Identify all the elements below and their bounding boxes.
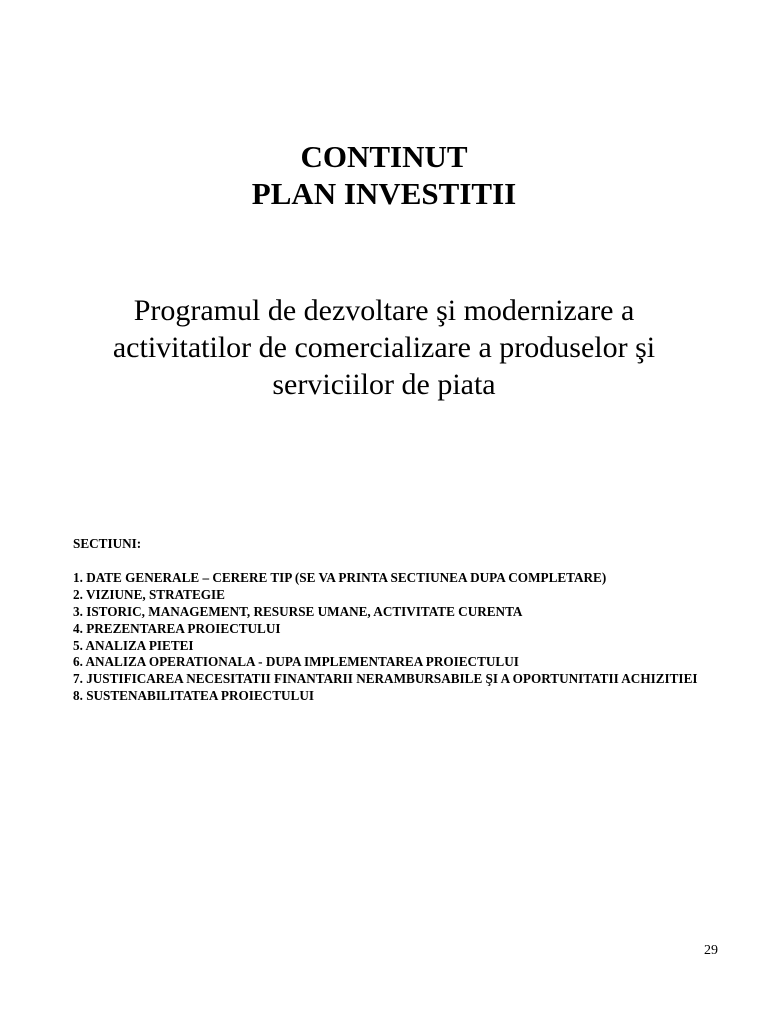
subtitle-line-2: activitatilor de comercializare a produselor şi — [112, 331, 656, 364]
section-item-5: 5. ANALIZA PIETEI — [73, 637, 194, 653]
section-item-6: 6. ANALIZA OPERATIONALA - DUPA IMPLEMENTAREA PROIECTULUI — [73, 654, 519, 670]
title-line-2: PLAN INVESTITII — [251, 176, 517, 211]
sections-heading: SECTIUNI: — [73, 536, 142, 551]
section-item-2: 2. VIZIUNE, STRATEGIE — [73, 586, 225, 602]
subtitle-line-1: Programul de dezvoltare şi modernizare a — [133, 294, 635, 327]
section-item-3: 3. ISTORIC, MANAGEMENT, RESURSE UMANE, ACTIVITATE CURENTA — [73, 603, 523, 619]
section-item-7: 7. JUSTIFICAREA NECESITATII FINANTARII NERAMBURSABILE ŞI A OPORTUNITATII ACHIZITIEI — [73, 671, 698, 687]
section-item-4: 4. PREZENTAREA PROIECTULUI — [73, 620, 281, 636]
document-title — [0, 138, 768, 212]
section-item-1: 1. DATE GENERALE – CERERE TIP (SE VA PRINTA SECTIUNEA DUPA COMPLETARE) — [73, 569, 607, 585]
section-item-8: 8. SUSTENABILITATEA PROIECTULUI — [73, 688, 314, 704]
sections-list — [73, 536, 716, 705]
title-line-1: CONTINUT — [300, 139, 468, 174]
program-subtitle — [60, 292, 708, 403]
subtitle-line-3: serviciilor de piata — [272, 368, 496, 401]
page-number: 29 — [704, 943, 718, 958]
